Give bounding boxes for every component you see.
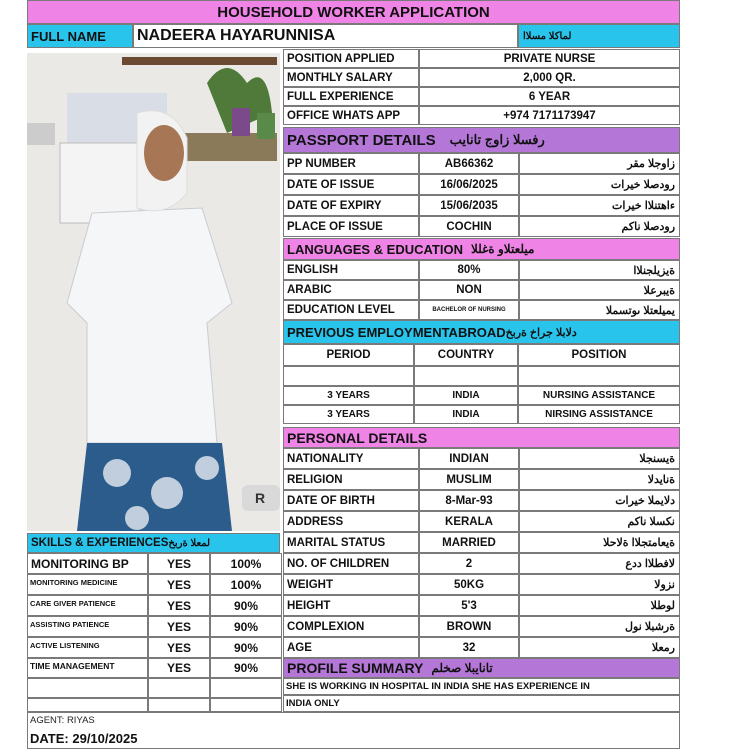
employment-header-label: PREVIOUS EMPLOYMENTABROAD: [287, 324, 506, 340]
skill-empty-cell: [148, 698, 210, 712]
complexion-label: COMPLEXION: [283, 616, 419, 637]
languages-header-arabic: ميلعتلاو ةغللا: [470, 242, 535, 256]
skill-yes: YES: [148, 595, 210, 616]
nationality-label: NATIONALITY: [283, 448, 419, 469]
address-arabic: نكسلا ناكم: [519, 511, 680, 532]
employment-period: 3 YEARS: [283, 405, 414, 424]
issue-place-arabic: رودصلا ناكم: [519, 216, 680, 237]
expiry-date-arabic: ءاهتنلاا خيرات: [519, 195, 680, 216]
skill-label: MONITORING BP: [27, 553, 148, 574]
employment-col-position: POSITION: [518, 344, 680, 366]
employment-empty-cell: [283, 366, 414, 386]
page-title: HOUSEHOLD WORKER APPLICATION: [27, 0, 680, 24]
pp-number-arabic: زاوجلا مقر: [519, 153, 680, 174]
skill-percent: 90%: [210, 595, 282, 616]
english-label: ENGLISH: [283, 260, 419, 280]
skills-header: [27, 533, 280, 553]
employment-empty-cell: [414, 366, 518, 386]
skill-yes: YES: [148, 658, 210, 678]
marital-value: MARRIED: [419, 532, 519, 553]
agent-name: AGENT: RIYAS: [30, 715, 95, 726]
dob-label: DATE OF BIRTH: [283, 490, 419, 511]
complexion-arabic: ةرشبلا نول: [519, 616, 680, 637]
full-name-value: NADEERA HAYARUNNISA: [133, 24, 518, 48]
english-value: 80%: [419, 260, 519, 280]
skill-label: TIME MANAGEMENT: [27, 658, 148, 678]
marital-arabic: ةيعامتجلاا ةلاحلا: [519, 532, 680, 553]
personal-header: PERSONAL DETAILS: [283, 427, 680, 448]
skill-percent: 100%: [210, 553, 282, 574]
skill-label: ASSISTING PATIENCE: [27, 616, 148, 637]
english-arabic: ةيزيلجنلاا: [519, 260, 680, 280]
skill-empty-cell: [27, 698, 148, 712]
arabic-label: ARABIC: [283, 280, 419, 300]
issue-date-label: DATE OF ISSUE: [283, 174, 419, 195]
profile-summary-line: INDIA ONLY: [283, 695, 680, 712]
profile-header-label: PROFILE SUMMARY: [287, 660, 424, 676]
age-label: AGE: [283, 637, 419, 658]
skill-percent: 90%: [210, 616, 282, 637]
skill-percent: 100%: [210, 574, 282, 595]
issue-place-value: COCHIN: [419, 216, 519, 237]
employment-empty-cell: [518, 366, 680, 386]
issue-date-arabic: رودصلا خيرات: [519, 174, 680, 195]
position-label: POSITION APPLIED: [283, 49, 419, 68]
arabic-value: NON: [419, 280, 519, 300]
address-value: KERALA: [419, 511, 519, 532]
whatsapp-value: +974 7171173947: [419, 106, 680, 125]
skill-yes: YES: [148, 616, 210, 637]
weight-value: 50KG: [419, 574, 519, 595]
skill-yes: YES: [148, 637, 210, 658]
employment-col-country: COUNTRY: [414, 344, 518, 366]
pp-number-value: AB66362: [419, 153, 519, 174]
skill-label: MONITORING MEDICINE: [27, 574, 148, 595]
dob-value: 8-Mar-93: [419, 490, 519, 511]
education-arabic: يميلعتلا ىوتسملا: [519, 300, 680, 320]
languages-header-label: LANGUAGES & EDUCATION: [287, 241, 463, 257]
height-arabic: لوطلا: [519, 595, 680, 616]
expiry-date-label: DATE OF EXPIRY: [283, 195, 419, 216]
skill-yes: YES: [148, 574, 210, 595]
age-arabic: رمعلا: [519, 637, 680, 658]
experience-label: FULL EXPERIENCE: [283, 87, 419, 106]
skill-percent: 90%: [210, 637, 282, 658]
skill-yes: YES: [148, 553, 210, 574]
employment-country: INDIA: [414, 386, 518, 405]
passport-header-label: PASSPORT DETAILS: [287, 131, 436, 149]
skill-percent: 90%: [210, 658, 282, 678]
salary-label: MONTHLY SALARY: [283, 68, 419, 87]
dob-arabic: دلايملا خيرات: [519, 490, 680, 511]
employment-col-period: PERIOD: [283, 344, 414, 366]
address-label: ADDRESS: [283, 511, 419, 532]
profile-header: [283, 658, 680, 678]
skills-header-arabic: لمعلا ةربخ: [168, 537, 211, 549]
skill-empty-cell: [210, 678, 282, 698]
height-label: HEIGHT: [283, 595, 419, 616]
height-value: 5'3: [419, 595, 519, 616]
children-arabic: لافطلاا ددع: [519, 553, 680, 574]
skill-label: CARE GIVER PATIENCE: [27, 595, 148, 616]
pp-number-label: PP NUMBER: [283, 153, 419, 174]
employment-header: [283, 320, 680, 344]
arabic-arabic: ةيبرعلا: [519, 280, 680, 300]
education-label: EDUCATION LEVEL: [283, 300, 419, 320]
photo-overlay-text: R: [255, 490, 266, 506]
complexion-value: BROWN: [419, 616, 519, 637]
profile-summary-line: SHE IS WORKING IN HOSPITAL IN INDIA SHE HAS EXPERIENCE IN: [283, 678, 680, 695]
position-value: PRIVATE NURSE: [419, 49, 680, 68]
employment-header-arabic: دلابلا جراخ ةربخ: [505, 326, 577, 339]
children-value: 2: [419, 553, 519, 574]
salary-value: 2,000 QR.: [419, 68, 680, 87]
employment-period: 3 YEARS: [283, 386, 414, 405]
children-label: NO. OF CHILDREN: [283, 553, 419, 574]
languages-header: [283, 238, 680, 260]
nationality-arabic: ةيسنجلا: [519, 448, 680, 469]
profile-header-arabic: تانايبلا صخلم: [431, 661, 493, 675]
weight-arabic: نزولا: [519, 574, 680, 595]
skill-empty-cell: [27, 678, 148, 698]
application-date: DATE: 29/10/2025: [30, 731, 138, 746]
passport-header: [283, 127, 680, 153]
expiry-date-value: 15/06/2035: [419, 195, 519, 216]
education-value: BACHELOR OF NURSING: [419, 300, 519, 320]
applicant-photo: [27, 53, 280, 531]
issue-date-value: 16/06/2025: [419, 174, 519, 195]
experience-value: 6 YEAR: [419, 87, 680, 106]
skill-empty-cell: [148, 678, 210, 698]
employment-position: NURSING ASSISTANCE: [518, 386, 680, 405]
nationality-value: INDIAN: [419, 448, 519, 469]
religion-label: RELIGION: [283, 469, 419, 490]
skill-label: ACTIVE LISTENING: [27, 637, 148, 658]
weight-label: WEIGHT: [283, 574, 419, 595]
passport-header-arabic: رفسلا زاوج تانايب: [449, 132, 545, 147]
whatsapp-label: OFFICE WHATS APP: [283, 106, 419, 125]
marital-label: MARITAL STATUS: [283, 532, 419, 553]
skills-header-label: SKILLS & EXPERIENCES: [31, 537, 169, 549]
employment-position: NIRSING ASSISTANCE: [518, 405, 680, 424]
full-name-arabic: لماكلا مسلاا: [518, 24, 680, 48]
employment-country: INDIA: [414, 405, 518, 424]
age-value: 32: [419, 637, 519, 658]
religion-value: MUSLIM: [419, 469, 519, 490]
religion-arabic: ةنايدلا: [519, 469, 680, 490]
issue-place-label: PLACE OF ISSUE: [283, 216, 419, 237]
full-name-label: FULL NAME: [27, 24, 133, 48]
skill-empty-cell: [210, 698, 282, 712]
